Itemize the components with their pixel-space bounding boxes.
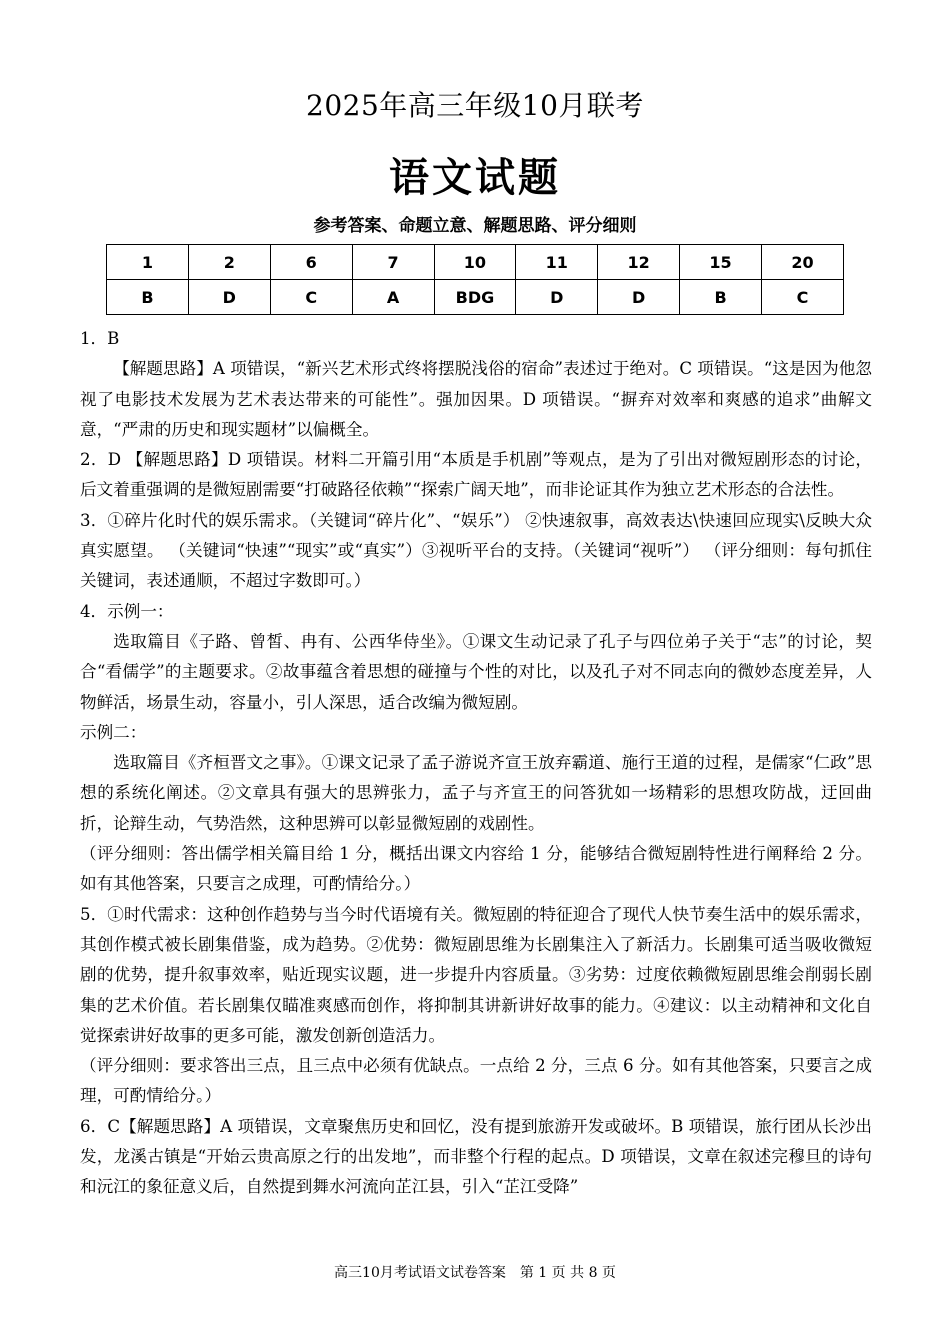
question-number-cell: 10 bbox=[434, 245, 516, 280]
paragraph-q4-example1-label: 4．示例一： bbox=[80, 601, 174, 621]
paragraph-q4-example2: 选取篇目《齐桓晋文之事》。①课文记录了孟子游说齐宣王放弃霸道、施行王道的过程，是儒家“仁政”思想的系统化阐述。②文章具有强大的思辨张力，孟子与齐宣王的问答犹如一场精彩的思想攻防战，迂回曲折，论辩生动，气势浩然，这种思辨可以彰显微短剧的戏剧性。 bbox=[80, 753, 872, 833]
answer-row bbox=[107, 280, 844, 315]
exam-title: 2025年高三年级10月联考 bbox=[306, 89, 644, 122]
page-footer: 高三10月考试语文试卷答案 第 1 页 共 8 页 bbox=[334, 1265, 616, 1281]
answer-cell: B bbox=[680, 280, 762, 315]
answer-cell: BDG bbox=[434, 280, 516, 315]
question-number-cell: 6 bbox=[270, 245, 352, 280]
paragraph-q4-scoring: （评分细则：答出儒学相关篇目给 1 分，概括出课文内容给 1 分，能够结合微短剧特性进行阐释给 2 分。如有其他答案，只要言之成理，可酌情给分。） bbox=[80, 844, 872, 894]
answer-cell: A bbox=[352, 280, 434, 315]
paragraph-q5: 5．①时代需求：这种创作趋势与当今时代语境有关。微短剧的特征迎合了现代人快节奏生活中的娱乐需求，其创作模式被长剧集借鉴，成为趋势。②优势：微短剧思维为长剧集注入了新活力。长剧集可适当吸收微短剧的优势，提升叙事效率，贴近现实议题，进一步提升内容质量。③劣势：过度依赖微短剧思维会削弱长剧集的艺术价值。若长剧集仅瞄准爽感而创作，将抑制其讲新讲好故事的能力。④建议：以主动精神和文化自觉探索讲好故事的更多可能，激发创新创造活力。 bbox=[80, 904, 872, 1045]
question-number-cell: 20 bbox=[762, 245, 844, 280]
paragraph-q1-answer: 1．B bbox=[80, 329, 120, 348]
answer-cell: D bbox=[516, 280, 598, 315]
answer-cell: B bbox=[107, 280, 189, 315]
answer-cell: D bbox=[598, 280, 680, 315]
answer-cell: D bbox=[188, 280, 270, 315]
paragraph-q4-example2-label: 示例二： bbox=[80, 722, 147, 742]
paragraph-q6: 6．C【解题思路】A 项错误，文章聚焦历史和回忆，没有提到旅游开发或破坏。B 项错误，旅行团从长沙出发，龙溪古镇是“开始云贵高原之行的出发地”，而非整个行程的起点。D 项错误，文章在叙述完穆旦的诗句和沅江的象征意义后，自然提到舞水河流向芷江县，引入“芷江受降” bbox=[80, 1116, 872, 1197]
paragraph-q4-example1: 选取篇目《子路、曾皙、冉有、公西华侍坐》。①课文生动记录了孔子与四位弟子关于“志”的讨论，契合“看儒学”的主题要求。②故事蕴含着思想的碰撞与个性的对比，以及孔子对不同志向的微妙态度差异，人物鲜活，场景生动，容量小，引人深思，适合改编为微短剧。 bbox=[80, 631, 872, 712]
question-number-cell: 1 bbox=[107, 245, 189, 280]
answer-cell: C bbox=[762, 280, 844, 315]
answer-table bbox=[106, 244, 844, 315]
answer-key-heading: 参考答案、命题立意、解题思路、评分细则 bbox=[313, 216, 637, 236]
question-number-cell: 11 bbox=[516, 245, 598, 280]
question-number-row bbox=[107, 245, 844, 280]
paragraph-q2: 2．D 【解题思路】D 项错误。材料二开篇引用“本质是手机剧”等观点，是为了引出对微短剧形态的讨论，后文着重强调的是微短剧需要“打破路径依赖”“探索广阔天地”，而非论证其作为独立艺术形态的合法性。 bbox=[80, 450, 872, 500]
paragraph-q1-explanation: 【解题思路】A 项错误，“新兴艺术形式终将摆脱浅俗的宿命”表述过于绝对。C 项错误。“这是因为他忽视了电影技术发展为艺术表达带来的可能性”。强加因果。D 项错误。“摒弃对效率和爽感的追求”曲解文意，“严肃的历史和现实题材”以偏概全。 bbox=[80, 359, 872, 439]
answer-explanations bbox=[80, 324, 872, 1203]
answer-cell: C bbox=[270, 280, 352, 315]
question-number-cell: 7 bbox=[352, 245, 434, 280]
question-number-cell: 12 bbox=[598, 245, 680, 280]
subject-title: 语文试题 bbox=[389, 155, 561, 201]
question-number-cell: 2 bbox=[188, 245, 270, 280]
question-number-cell: 15 bbox=[680, 245, 762, 280]
paragraph-q5-scoring: （评分细则：要求答出三点，且三点中必须有优缺点。一点给 2 分，三点 6 分。如有其他答案，只要言之成理，可酌情给分。） bbox=[80, 1056, 872, 1106]
paragraph-q3: 3．①碎片化时代的娱乐需求。（关键词“碎片化”、“娱乐”） ②快速叙事，高效表达\快速回应现实\反映大众真实愿望。 （关键词“快速”“现实”或“真实”）③视听平台的支持。（关键词“视听”） （评分细则：每句抓住关键词，表述通顺，不超过字数即可。） bbox=[80, 510, 872, 591]
